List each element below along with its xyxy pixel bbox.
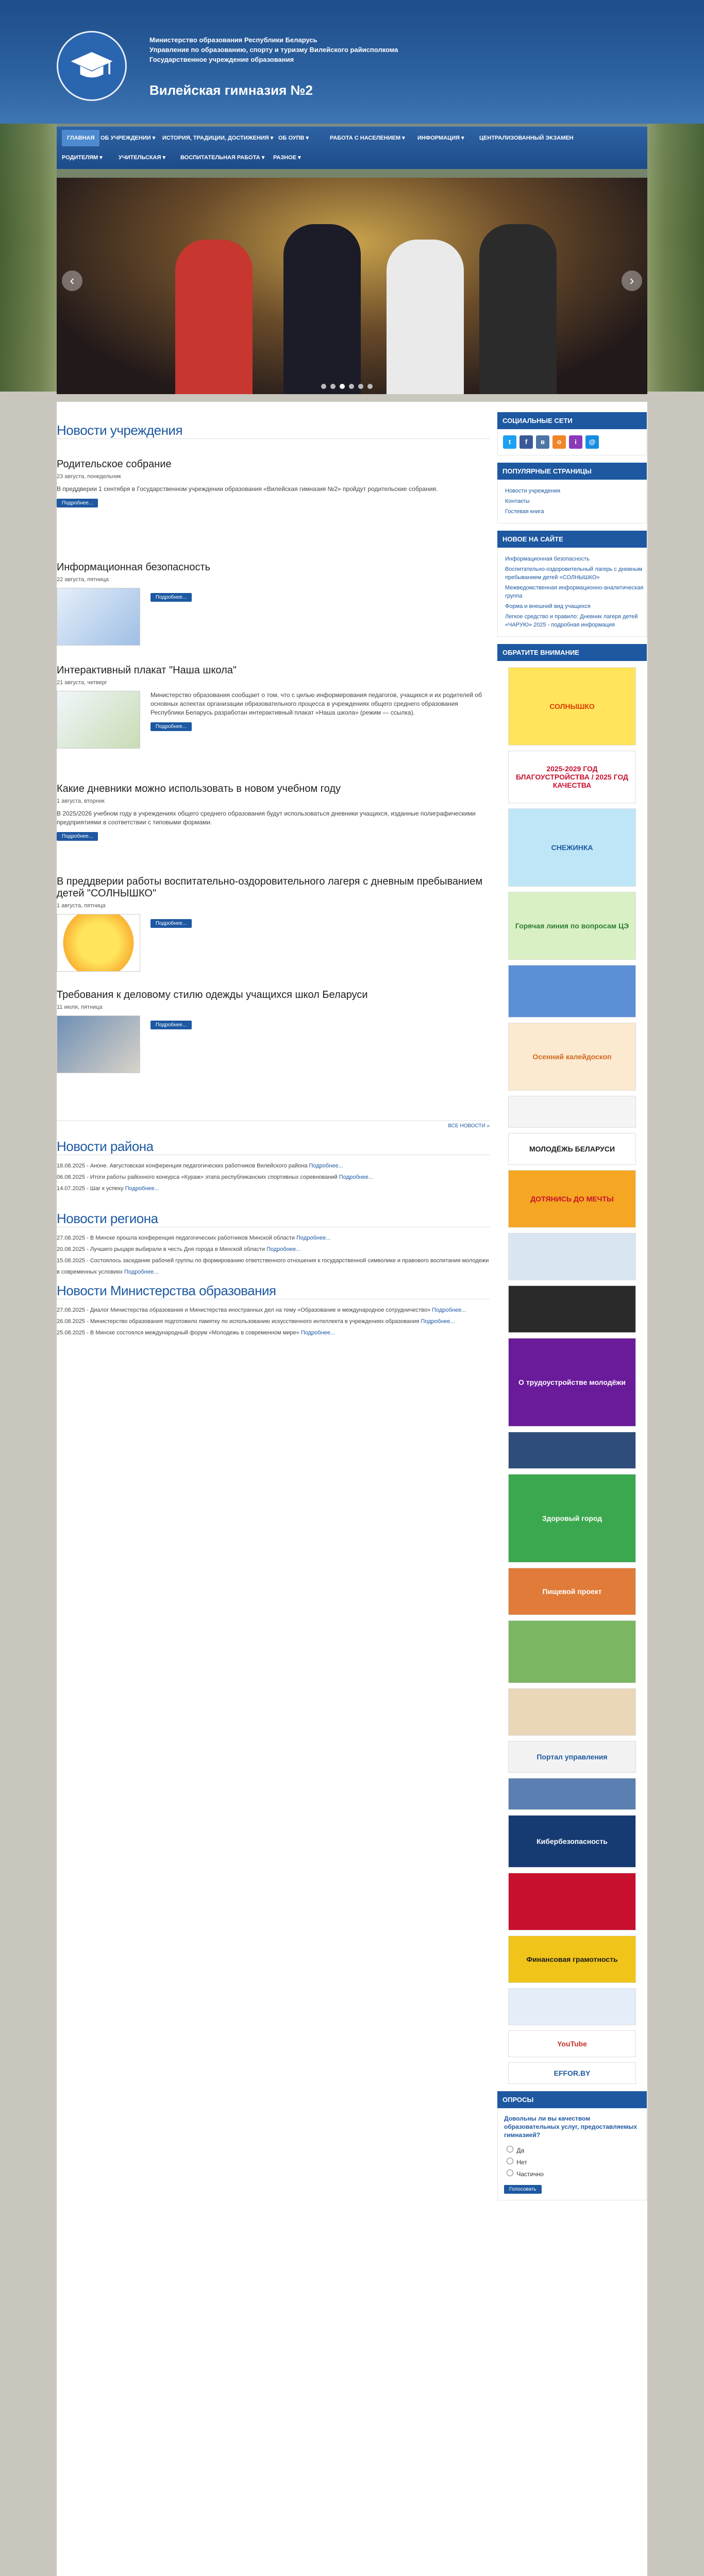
site-logo[interactable] — [57, 31, 127, 101]
sidebar-banner[interactable] — [508, 1688, 636, 1736]
news-title[interactable]: Требования к деловому стилю одежды учащихся школ Беларуси — [57, 989, 368, 1001]
slider-dot[interactable] — [367, 384, 373, 389]
ok-icon[interactable]: о — [552, 435, 566, 449]
slider-dots — [321, 384, 373, 390]
sidebar-banner[interactable] — [508, 1873, 636, 1930]
instagram-icon[interactable]: i — [569, 435, 582, 449]
poll-radio[interactable] — [507, 2146, 513, 2153]
news-section-title: Новости учреждения — [57, 422, 183, 438]
sidebar-banner[interactable] — [508, 1988, 636, 2025]
new-link[interactable]: Воспитательно-оздоровительный лагерь с дневным пребыванием детей «СОЛНЫШКО» — [505, 566, 642, 581]
social-title: СОЦИАЛЬНЫЕ СЕТИ — [497, 412, 647, 429]
poll-question: Довольны ли вы качеством образовательных услуг, предоставляемых гимназией? — [504, 2115, 638, 2139]
news-item — [57, 876, 490, 977]
organization-lines — [149, 35, 398, 64]
popular-link[interactable]: Гостевая книга — [505, 509, 544, 515]
ministry-news-title: Новости Министерства образования — [57, 1283, 276, 1298]
vote-button[interactable]: Голосовать — [504, 2185, 542, 2194]
read-more-button[interactable]: Подробнее... — [150, 593, 192, 602]
slide-person — [175, 240, 253, 394]
news-date: 11 июля, пятница — [57, 1004, 103, 1010]
read-more-button[interactable]: Подробнее... — [57, 499, 98, 507]
sidebar-banner[interactable] — [508, 1096, 636, 1128]
slider-dot-active[interactable] — [340, 384, 345, 389]
more-link[interactable]: Подробнее... — [296, 1235, 331, 1241]
list-item: 15.08.2025 - Состоялось заседание рабочей группы по формированию ответственного отношения к государственной символике и правового воспитания молодежи в современных условиях Подробнее... — [57, 1258, 489, 1275]
poll-box — [497, 2108, 647, 2200]
list-item: 14.07.2025 - Шаг к успеху Подробнее... — [57, 1185, 159, 1192]
list-item: 27.08.2025 - Диалог Министерства образования и Министерства иностранных дел на тему «Образование и международное сотрудничество» Подробнее... — [57, 1307, 466, 1313]
news-thumbnail[interactable] — [57, 588, 140, 646]
more-link[interactable]: Подробнее... — [309, 1163, 343, 1169]
new-link[interactable]: Информационная безопасность — [505, 556, 590, 562]
popular-title: ПОПУЛЯРНЫЕ СТРАНИЦЫ — [497, 463, 647, 480]
list-item: 20.08.2025 - Лучшего рыцаря выбирали в честь Дня города в Минской области Подробнее... — [57, 1246, 301, 1252]
news-date: 1 августа, вторник — [57, 798, 105, 804]
new-on-site-title: НОВОЕ НА САЙТЕ — [497, 531, 647, 548]
sidebar-banner[interactable]: 2025-2029 ГОД БЛАГОУСТРОЙСТВА / 2025 ГОД КАЧЕСТВА — [508, 751, 636, 803]
list-item: 18.08.2025 - Аноне. Августовская конференция педагогических работников Вилейского района Подробнее... — [57, 1163, 343, 1169]
district-news-block — [57, 1139, 490, 1194]
popular-link[interactable]: Новости учреждения — [505, 488, 561, 494]
more-link[interactable]: Подробнее... — [300, 1330, 336, 1336]
more-link[interactable]: Подробнее... — [266, 1246, 301, 1252]
news-text: В преддверии 1 сентября в Государственном учреждении образования «Вилейская гимназия №2» пройдут родительские собрания. — [57, 485, 438, 493]
read-more-button[interactable]: Подробнее... — [57, 832, 98, 841]
news-item — [57, 989, 490, 1078]
sidebar-banner[interactable]: YouTube — [508, 2030, 636, 2057]
popular-link[interactable]: Контакты — [505, 498, 530, 504]
sidebar-banner[interactable]: СНЕЖИНКА — [508, 808, 636, 887]
region-news-block — [57, 1211, 490, 1278]
banner-list — [497, 667, 647, 2084]
news-title[interactable]: Интерактивный плакат "Наша школа" — [57, 665, 237, 676]
news-title[interactable]: Информационная безопасность — [57, 562, 211, 573]
slider-prev-arrow-icon[interactable]: ‹ — [62, 270, 82, 291]
more-link[interactable]: Подробнее... — [339, 1174, 373, 1180]
nav-item-parents[interactable]: РОДИТЕЛЯМ ▾ — [62, 155, 103, 161]
sidebar-banner[interactable]: Пищевой проект — [508, 1568, 636, 1615]
sidebar-banner[interactable] — [508, 1233, 636, 1280]
nav-item-home[interactable]: ГЛАВНАЯ — [62, 130, 99, 146]
news-thumbnail[interactable] — [57, 691, 140, 749]
graduation-cap-icon — [69, 43, 115, 89]
nav-item-history[interactable]: ИСТОРИЯ, ТРАДИЦИИ, ДОСТИЖЕНИЯ ▾ — [162, 135, 274, 141]
new-on-site-list — [497, 548, 647, 637]
read-more-button[interactable]: Подробнее... — [150, 722, 192, 731]
sidebar-banner[interactable] — [508, 965, 636, 1018]
news-item — [57, 459, 490, 507]
new-link[interactable]: Форма и внешний вид учащихся — [505, 603, 591, 609]
sidebar-banner[interactable]: СОЛНЫШКО — [508, 667, 636, 745]
nav-item-exam[interactable]: ЦЕНТРАЛИЗОВАННЫЙ ЭКЗАМЕН — [479, 135, 574, 141]
new-link[interactable]: Легкое средство и правило: Дневник лагеря детей «ЧАРУЮ» 2025 - подробная информация — [505, 614, 638, 628]
read-more-button[interactable]: Подробнее... — [150, 1021, 192, 1029]
sidebar-banner[interactable] — [508, 1778, 636, 1810]
slider-dot[interactable] — [358, 384, 363, 389]
org-line: Управление по образованию, спорту и туризму Вилейского райисполкома — [149, 46, 398, 54]
social-links — [497, 429, 647, 455]
nav-item-about[interactable]: ОБ УЧРЕЖДЕНИИ ▾ — [100, 135, 156, 141]
news-text: Министерство образования сообщает о том, что с целью информирования педагогов, учащихся и их родителей об основных аспектах организации образовательного процесса в учреждениях общего среднего образования Республики Беларусь разработан интерактивный плакат «Наша школа» (режим — ссылка). — [150, 691, 482, 716]
slide-person — [479, 224, 557, 394]
region-news-title: Новости региона — [57, 1211, 158, 1226]
slider-dot[interactable] — [349, 384, 354, 389]
twitter-icon[interactable]: t — [503, 435, 516, 449]
poll-radio[interactable] — [507, 2158, 513, 2164]
news-date: 21 августа, четверг — [57, 680, 107, 686]
poll-title: ОПРОСЫ — [497, 2091, 647, 2108]
slide-image — [57, 178, 647, 394]
sidebar-banner[interactable] — [508, 1285, 636, 1333]
nav-item-teachers[interactable]: УЧИТЕЛЬСКАЯ ▾ — [119, 155, 165, 161]
sidebar-banner[interactable]: Горячая линия по вопросам ЦЭ — [508, 892, 636, 960]
sidebar-banner[interactable]: Портал управления — [508, 1741, 636, 1773]
nav-item-misc[interactable]: РАЗНОЕ ▾ — [273, 155, 301, 161]
sidebar-banner[interactable]: Финансовая грамотность — [508, 1936, 636, 1983]
site-header — [0, 0, 704, 124]
sidebar-banner[interactable]: МОЛОДЁЖЬ БЕЛАРУСИ — [508, 1133, 636, 1165]
sidebar-banner[interactable]: EFFOR.BY — [508, 2062, 636, 2084]
news-item — [57, 665, 490, 754]
photo-slider[interactable] — [57, 178, 647, 394]
attention-title: ОБРАТИТЕ ВНИМАНИЕ — [497, 644, 647, 661]
nav-item-oupv[interactable]: ОБ ОУПВ ▾ — [278, 135, 309, 141]
news-item — [57, 562, 490, 651]
news-date: 22 августа, пятница — [57, 577, 109, 583]
list-item: 26.08.2025 - Министерство образования подготовило памятку по использованию искусственного интеллекта в учреждениях образования Подробнее... — [57, 1318, 455, 1325]
more-link[interactable]: Подробнее... — [125, 1185, 159, 1192]
poll-option[interactable]: Нет — [504, 2156, 640, 2168]
news-item — [57, 783, 490, 841]
sidebar — [497, 402, 647, 2200]
sidebar-banner[interactable] — [508, 1620, 636, 1683]
vk-icon[interactable]: в — [536, 435, 549, 449]
news-title[interactable]: В преддверии работы воспитательно-оздоровительного лагеря с дневным пребыванием детей "СОЛНЫШКО" — [57, 876, 483, 899]
news-title[interactable]: Какие дневники можно использовать в новом учебном году — [57, 783, 341, 794]
nav-item-info[interactable]: ИНФОРМАЦИЯ ▾ — [417, 135, 464, 141]
background-trees-left — [0, 118, 57, 392]
facebook-icon[interactable]: f — [519, 435, 533, 449]
slider-next-arrow-icon[interactable]: › — [622, 270, 642, 291]
poll-option[interactable]: Да — [504, 2144, 640, 2156]
read-more-button[interactable]: Подробнее... — [150, 919, 192, 928]
sidebar-banner[interactable]: Осенний калейдоскоп — [508, 1023, 636, 1091]
list-item: 06.08.2025 - Итоги работы районного конкурса «Кураж» этапа республиканских спортивных соревнований Подробнее... — [57, 1174, 373, 1180]
nav-item-public[interactable]: РАБОТА С НАСЕЛЕНИЕМ ▾ — [330, 135, 405, 141]
news-thumbnail[interactable] — [57, 914, 140, 972]
more-link[interactable]: Подробнее... — [421, 1318, 455, 1325]
more-link[interactable]: Подробнее... — [124, 1269, 159, 1275]
all-news-link[interactable]: ВСЕ НОВОСТИ » — [57, 1121, 490, 1129]
sidebar-banner[interactable]: ДОТЯНИСЬ ДО МЕЧТЫ — [508, 1170, 636, 1228]
poll-option[interactable]: Частично — [504, 2168, 640, 2180]
ministry-news-block — [57, 1283, 490, 1338]
slide-person — [283, 224, 361, 394]
news-date: 23 августа, понедельник — [57, 473, 121, 480]
content-wrapper — [57, 402, 647, 2576]
district-news-title: Новости района — [57, 1139, 154, 1154]
popular-list — [497, 480, 647, 523]
news-title[interactable]: Родительское собрание — [57, 459, 172, 470]
mail-icon[interactable]: @ — [585, 435, 599, 449]
slider-dot[interactable] — [321, 384, 326, 389]
poll-radio[interactable] — [507, 2170, 513, 2176]
background-trees-right — [647, 118, 704, 392]
main-navigation — [57, 126, 647, 169]
news-date: 1 августа, пятница — [57, 903, 106, 909]
news-thumbnail[interactable] — [57, 1015, 140, 1073]
slider-dot[interactable] — [330, 384, 336, 389]
org-line: Министерство образования Республики Беларусь — [149, 36, 317, 44]
sidebar-banner[interactable]: Здоровый город — [508, 1474, 636, 1563]
slide-person — [387, 240, 464, 394]
news-text: В 2025/2026 учебном году в учреждениях общего среднего образования будут использоваться дневники учащихся, изданные полиграфическими предприятиями в соответствии с типовыми формами. — [57, 810, 476, 826]
new-link[interactable]: Межведомственная информационно-аналитическая группа — [505, 585, 644, 599]
site-title: Вилейская гимназия №2 — [149, 82, 313, 98]
sidebar-banner[interactable] — [508, 1432, 636, 1469]
sidebar-banner[interactable]: О трудоустройстве молодёжи — [508, 1338, 636, 1427]
nav-item-education[interactable]: ВОСПИТАТЕЛЬНАЯ РАБОТА ▾ — [180, 155, 265, 161]
list-item: 27.08.2025 - В Минске прошла конференция педагогических работников Минской области Подробнее... — [57, 1235, 331, 1241]
list-item: 25.08.2025 - В Минске состоялся международный форум «Молодежь в современном мире» Подробнее... — [57, 1330, 336, 1336]
more-link[interactable]: Подробнее... — [432, 1307, 466, 1313]
org-line: Государственное учреждение образования — [149, 56, 294, 63]
sidebar-banner[interactable]: Кибербезопасность — [508, 1815, 636, 1868]
